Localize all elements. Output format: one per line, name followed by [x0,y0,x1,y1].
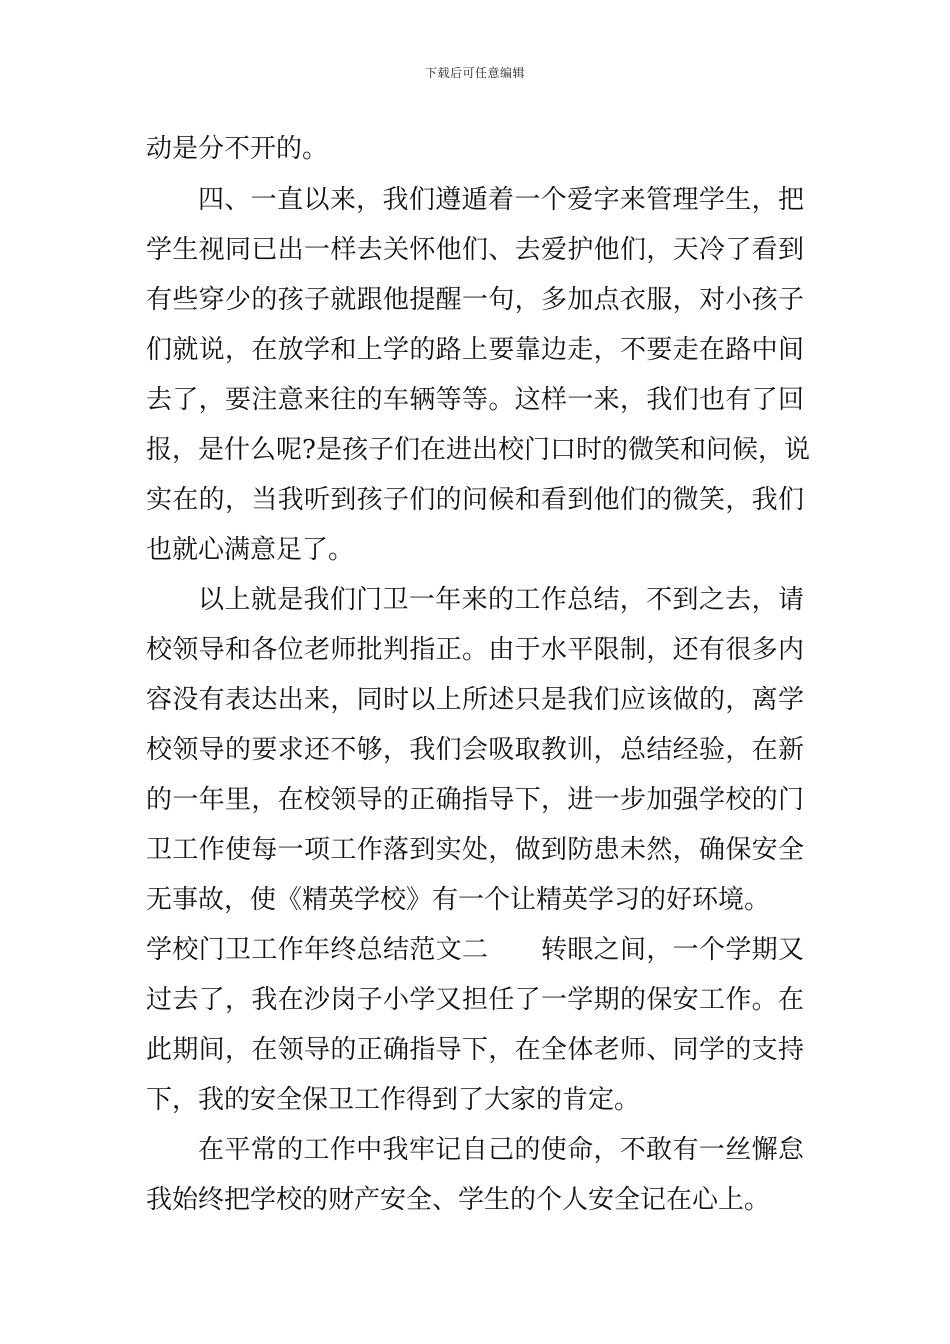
text-line: 学生视同已出一样去关怀他们、去爱护他们，天冷了看到 [146,235,804,265]
text-line: 无事故，使《精英学校》有一个让精英学习的好环境。 [146,885,771,915]
page-header-note: 下载后可任意编辑 [424,66,525,80]
text-line: 卫工作使每一项工作落到实处，做到防患未然，确保安全 [146,835,804,865]
text-line: 以上就是我们门卫一年来的工作总结，不到之去，请 [198,585,804,615]
text-line: 动是分不开的。 [146,134,329,164]
text-line: 的一年里，在校领导的正确指导下，进一步加强学校的门 [146,785,804,815]
text-line: 去了，要注意来往的车辆等等。这样一来，我们也有了回 [146,385,804,415]
text-line: 我始终把学校的财产安全、学生的个人安全记在心上。 [146,1185,771,1215]
text-line: 容没有表达出来，同时以上所述只是我们应该做的，离学 [146,685,804,715]
text-line: 在平常的工作中我牢记自己的使命，不敢有一丝懈怠 [198,1135,804,1165]
text-line: 校领导和各位老师批判指正。由于水平限制，还有很多内 [146,635,804,665]
section-heading-line: 学校门卫工作年终总结范文二 转眼之间，一个学期又 [146,935,804,965]
text-line: 过去了，我在沙岗子小学又担任了一学期的保安工作。在 [146,985,804,1015]
text-line: 此期间，在领导的正确指导下，在全体老师、同学的支持 [146,1035,804,1065]
text-line: 下，我的安全保卫工作得到了大家的肯定。 [146,1085,641,1115]
text-line: 实在的，当我听到孩子们的问候和看到他们的微笑，我们 [146,485,804,515]
text-line: 也就心满意足了。 [146,535,355,565]
text-line: 有些穿少的孩子就跟他提醒一句，多加点衣服，对小孩子 [146,285,804,315]
text-line: 校领导的要求还不够，我们会吸取教训，总结经验，在新 [146,735,804,765]
text-line: 们就说，在放学和上学的路上要靠边走，不要走在路中间 [146,335,804,365]
text-line: 四、一直以来，我们遵遁着一个爱字来管理学生，把 [198,185,804,215]
text-line: 报，是什么呢?是孩子们在进出校门口时的微笑和问候，说 [146,435,810,465]
